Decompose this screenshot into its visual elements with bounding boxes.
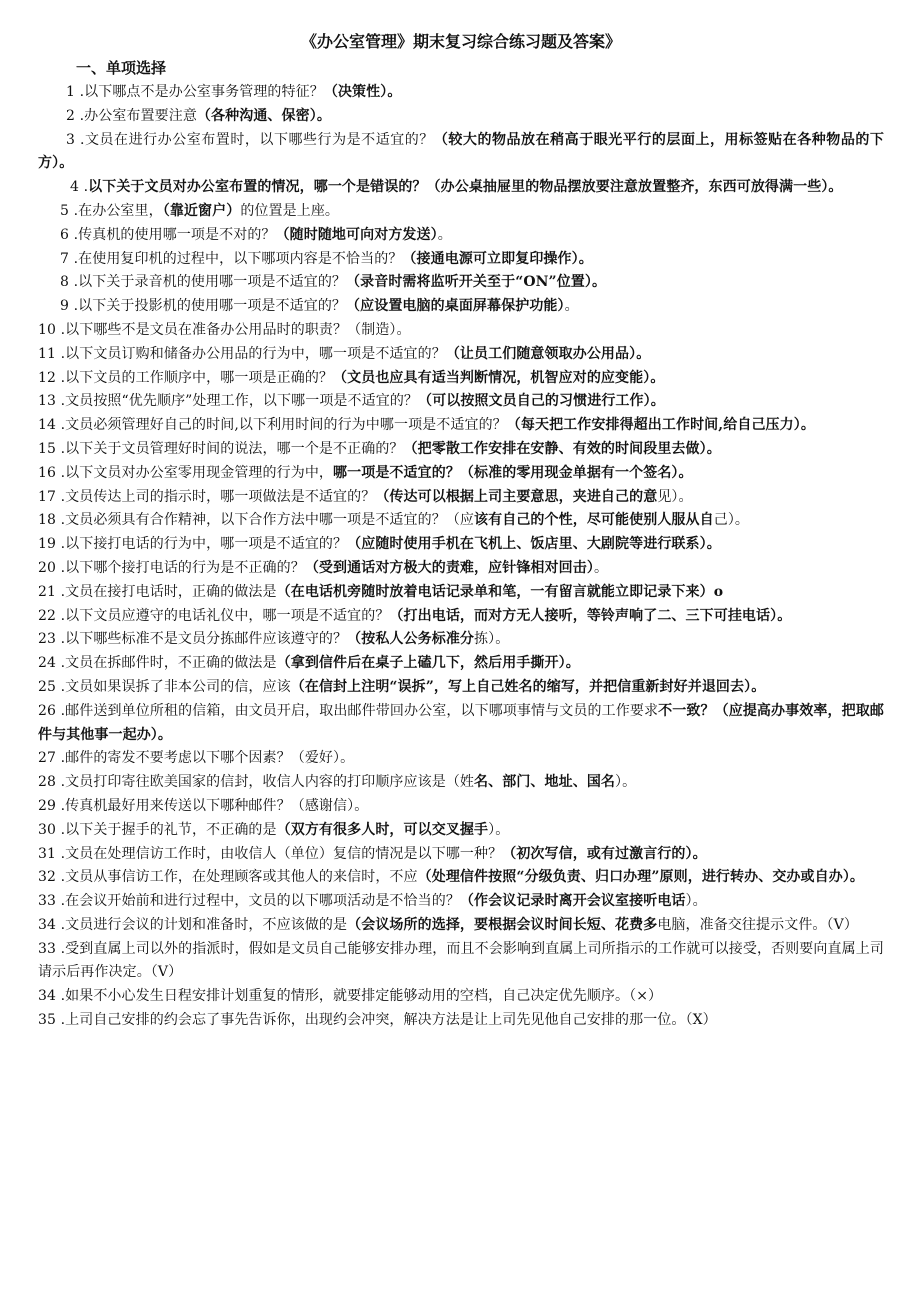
question-answer: （靠近窗户）: [162, 202, 241, 219]
question-item: [38, 795, 884, 819]
question-text: .以下哪些标准不是文员分拣邮件应该遵守的？: [56, 631, 348, 648]
question-text: .文员如果误拆了非本公司的信，应该: [56, 678, 291, 695]
question-number: 29: [38, 797, 57, 814]
question-item: [38, 343, 884, 367]
question-text: .文员打印寄往欧美国家的信封，收信人内容的打印顺序应该是（姓: [56, 774, 475, 791]
question-number: 3: [66, 131, 76, 148]
question-item: [38, 390, 884, 414]
question-number: 7: [60, 250, 70, 267]
question-text: .邮件的寄发不要考虑以下哪个因素？（爱好）。: [56, 750, 355, 767]
question-text: .以下文员对办公室零用现金管理的行为中，: [56, 464, 334, 481]
question-text: .: [79, 179, 89, 196]
question-item: [38, 176, 884, 200]
question-item: [38, 319, 884, 343]
question-text: .以下文员的工作顺序中，哪一项是正确的？: [56, 369, 334, 386]
question-answer: （初次写信，或有过激言行的）。: [502, 845, 707, 862]
question-answer: （传达可以根据上司主要意思，夹进自己的意: [375, 488, 658, 505]
question-number: 17: [38, 488, 57, 505]
question-answer: （会议场所的选择，要根据会议时间长短、花费多: [347, 916, 658, 933]
question-answer: （在信封上注明“误拆”，写上自己姓名的缩写，并把信重新封好并退回去）。: [290, 678, 766, 695]
question-answer: 以下关于文员对办公室布置的情况，哪一个是错误的？（办公桌抽屉里的物品摆放要注意放置整齐，东西可放得满一些）。: [88, 179, 843, 196]
question-text: .文员在接打电话时，正确的做法是: [56, 583, 277, 600]
question-answer: （各种沟通、保密）。: [196, 107, 331, 124]
question-text: .文员按照“优先顺序”处理工作，以下哪一项是不适宜的？: [56, 393, 419, 410]
question-answer: （应设置电脑的桌面屏幕保护功能）: [346, 298, 565, 315]
question-number: 15: [38, 440, 57, 457]
question-item: [38, 771, 884, 795]
question-answer: （较大的物品放在稍高于眼光平行的层面上，用标签贴在各种物品的下方）。: [38, 131, 884, 172]
question-tail: 己）。: [713, 512, 750, 529]
question-text: .文员必须具有合作精神，以下合作方法中哪一项是不适宜的？（应: [56, 512, 475, 529]
question-number: 20: [38, 559, 57, 576]
question-number: 23: [38, 631, 57, 648]
question-text: .上司自己安排的约会忘了事先告诉你，出现约会冲突，解决方法是让上司先见他自己安排的那一位。（X）: [56, 1012, 717, 1029]
question-text: .以下关于投影机的使用哪一项是不适宜的？: [69, 298, 347, 315]
question-text: .以下哪个接打电话的行为是不正确的？: [56, 559, 305, 576]
question-number: 34: [38, 988, 57, 1005]
question-number: 6: [60, 226, 70, 243]
question-tail: ）。: [615, 774, 637, 791]
question-number: 35: [38, 1012, 57, 1029]
question-item: [38, 605, 884, 629]
question-number: 22: [38, 607, 57, 624]
question-answer: 哪一项是不适宜的？（标准的零用现金单据有一个签名）。: [333, 464, 693, 481]
question-text: .邮件送到单位所租的信箱，由文员开启，取出邮件带回办公室，以下哪项事情与文员的工作要求: [56, 702, 659, 719]
question-item: [38, 414, 884, 438]
question-text: .传真机的使用哪一项是不对的？: [69, 226, 276, 243]
question-answer: （按私人公务标准分: [347, 631, 475, 648]
question-text: .以下关于文员管理好时间的说法，哪一个是不正确的？: [56, 440, 404, 457]
question-answer: （录音时需将监听开关至于“ON”位置）。: [346, 274, 607, 291]
question-number: 18: [38, 512, 57, 529]
question-tail: 电脑，准备交往提示文件。（V）: [657, 916, 858, 933]
question-tail: 。: [564, 298, 579, 315]
question-text: .文员从事信访工作，在处理顾客或其他人的来信时，不应: [56, 869, 418, 886]
question-text: .传真机最好用来传送以下哪种邮件？（感谢信）。: [56, 797, 369, 814]
question-number: 33: [38, 893, 57, 910]
question-number: 34: [38, 916, 57, 933]
question-tail: 见）。: [657, 488, 693, 505]
question-number: 11: [38, 345, 57, 362]
question-answer: 不一致？（应提高办事效率，把取邮件与其他事一起办）。: [38, 702, 884, 743]
question-text: .文员在进行办公室布置时，以下哪些行为是不适宜的？: [75, 131, 434, 148]
question-answer: （决策性）。: [323, 84, 402, 100]
question-text: .如果不小心发生日程安排计划重复的情形，就要排定能够动用的空档，自己决定优先顺序。（×）: [56, 988, 663, 1005]
question-number: 8: [60, 274, 70, 291]
question-item: [38, 700, 884, 748]
question-text: .文员在处理信访工作时，由收信人（单位）复信的情况是以下哪一种？: [56, 845, 503, 862]
question-text: .在使用复印机的过程中，以下哪项内容是不恰当的？: [69, 250, 403, 267]
question-answer: （接通电源可立即复印操作）。: [402, 250, 593, 267]
question-item: [38, 462, 884, 486]
question-answer: （受到通话对方极大的责难，应针锋相对回击）: [304, 559, 594, 576]
question-text: .文员在拆邮件时，不正确的做法是: [56, 655, 277, 672]
question-number: 21: [38, 583, 57, 600]
question-number: 28: [38, 774, 57, 791]
question-number: 13: [38, 393, 57, 410]
question-number: 1: [66, 84, 76, 100]
question-answer: （双方有很多人时，可以交叉握手: [276, 821, 489, 838]
question-item: [38, 914, 884, 938]
question-item: [38, 843, 884, 867]
question-item: [38, 367, 884, 391]
question-tail: 。: [437, 226, 452, 243]
question-text: .以下文员应遵守的电话礼仪中，哪一项是不适宜的？: [56, 607, 390, 624]
question-item: [38, 248, 884, 272]
question-number: 14: [38, 417, 57, 434]
question-number: 25: [38, 678, 57, 695]
question-answer: 该有自己的个性，尽可能使别人服从自: [474, 512, 714, 529]
question-item: [38, 224, 884, 248]
question-item: [38, 747, 884, 771]
question-item: [38, 200, 884, 224]
question-item: [38, 985, 884, 1009]
question-number: 19: [38, 536, 57, 553]
question-item: [38, 1009, 884, 1033]
question-item: [38, 295, 884, 319]
question-answer: （文员也应具有适当判断情况，机智应对的应变能）。: [333, 369, 665, 386]
question-item: [38, 557, 884, 581]
question-text: .文员进行会议的计划和准备时，不应该做的是: [56, 916, 348, 933]
question-item: [38, 105, 884, 129]
question-number: 2: [66, 107, 76, 124]
question-item: [38, 819, 884, 843]
question-number: 12: [38, 369, 57, 386]
question-text: .办公室布置要注意: [75, 107, 197, 124]
question-number: 9: [60, 298, 70, 315]
question-item: [38, 271, 884, 295]
question-number: 26: [38, 702, 57, 719]
question-number: 10: [38, 321, 57, 338]
question-number: 5: [60, 202, 70, 219]
question-tail: ）。: [488, 821, 510, 838]
question-answer: （打出电话，而对方无人接听，等铃声响了二、三下可挂电话）。: [389, 607, 792, 624]
question-tail: 的位置是上座。: [240, 202, 340, 219]
question-item: [38, 509, 884, 533]
question-tail: 。: [593, 559, 609, 576]
question-number: 31: [38, 845, 57, 862]
question-number: 30: [38, 821, 57, 838]
question-text: .以下关于录音机的使用哪一项是不适宜的？: [69, 274, 347, 291]
question-item: [38, 652, 884, 676]
question-number: 24: [38, 655, 57, 672]
question-answer: （随时随地可向对方发送）: [275, 226, 438, 243]
question-item: [38, 866, 884, 890]
question-answer: （应随时使用手机在飞机上、饭店里、大剧院等进行联系）。: [347, 536, 721, 553]
question-item: [38, 81, 884, 105]
section-heading: 一、单项选择: [76, 59, 167, 77]
question-item: [38, 129, 884, 177]
question-text: .在会议开始前和进行过程中，文员的以下哪项活动是不恰当的？: [56, 893, 460, 910]
question-text: .以下哪些不是文员在准备办公用品时的职责？（制造）。: [56, 321, 411, 338]
question-text: .受到直属上司以外的指派时，假如是文员自己能够安排办理，而且不会影响到直属上司所指示的工作就可以接受，否则要向直属上司请示后再作决定。（V）: [38, 940, 884, 981]
question-answer: （作会议记录时离开会议室接听电话: [459, 893, 686, 910]
question-number: 32: [38, 869, 57, 886]
question-text: .文员必须管理好自己的时间,以下利用时间的行为中哪一项是不适宜的？: [56, 417, 507, 434]
page-title: 《办公室管理》期末复习综合练习题及答案》: [300, 32, 621, 51]
question-text: .文员传达上司的指示时，哪一项做法是不适宜的？: [56, 488, 376, 505]
question-item: [38, 628, 884, 652]
question-text: .以下关于握手的礼节，不正确的是: [56, 821, 277, 838]
question-answer: （每天把工作安排得超出工作时间,给自己压力）。: [506, 417, 815, 434]
question-tail: ）。: [685, 893, 707, 910]
question-list: [38, 81, 884, 1033]
question-answer: （处理信件按照“分级负责、归口办理”原则，进行转办、交办或自办）。: [417, 869, 865, 886]
question-answer: （在电话机旁随时放着电话记录单和笔，一有留言就能立即记录下来）o: [276, 583, 724, 600]
question-number: 16: [38, 464, 57, 481]
question-item: [38, 438, 884, 462]
question-answer: （拿到信件后在桌子上磕几下，然后用手撕开）。: [276, 655, 580, 672]
question-text: .以下接打电话的行为中，哪一项是不适宜的？: [56, 536, 348, 553]
question-answer: （把零散工作安排在安静、有效的时间段里去做）。: [403, 440, 721, 457]
question-text: .以下文员订购和储备办公用品的行为中，哪一项是不适宜的？: [56, 345, 446, 362]
question-item: [38, 938, 884, 986]
question-number: 4: [70, 179, 80, 196]
question-item: [38, 486, 884, 510]
question-number: 27: [38, 750, 57, 767]
question-item: [38, 581, 884, 605]
question-answer: （可以按照文员自己的习惯进行工作）。: [418, 393, 665, 410]
question-item: [38, 890, 884, 914]
question-text: .在办公室里，: [69, 202, 163, 219]
question-item: [38, 533, 884, 557]
question-tail: 拣）。: [474, 631, 510, 648]
question-number: 33: [38, 940, 57, 957]
question-answer: （让员工们随意领取办公用品）。: [445, 345, 651, 362]
question-text: .以下哪点不是办公室事务管理的特征？: [75, 84, 324, 100]
question-item: [38, 676, 884, 700]
question-answer: 名、部门、地址、国名: [474, 774, 616, 791]
